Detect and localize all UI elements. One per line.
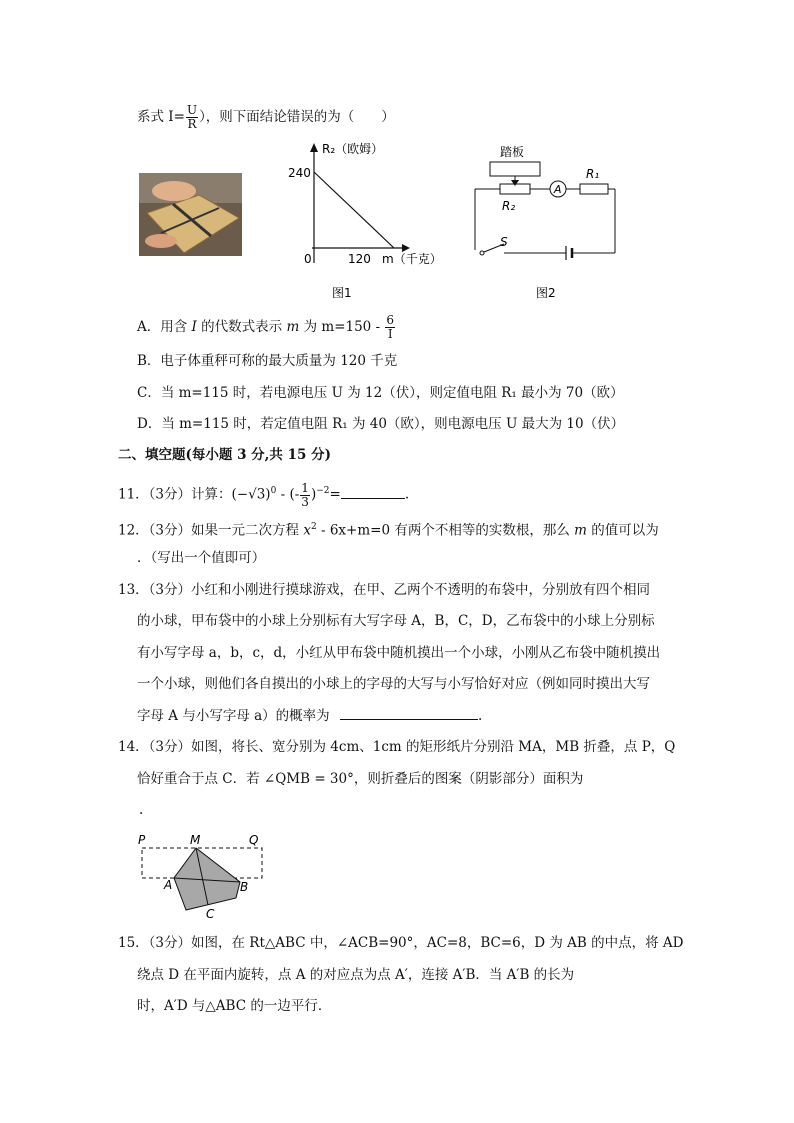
point-q-label: Q bbox=[249, 833, 259, 847]
question-12-line1 bbox=[118, 517, 659, 541]
opt-a-prefix: A．用含 bbox=[137, 319, 192, 335]
figure-1 bbox=[284, 138, 454, 298]
q13-line-5-text: 字母 A 与小写字母 a）的概率为 bbox=[137, 708, 330, 724]
q11-end: . bbox=[404, 486, 410, 503]
q11-neg: - bbox=[294, 486, 300, 503]
q15-line-1: 15．（3分）如图，在 Rt△ABC 中，∠ACB=90°，AC=8，BC=6，D 为 AB 的中点，将 AD bbox=[118, 935, 684, 951]
point-m-label: M bbox=[190, 833, 201, 847]
point-b-label: B bbox=[240, 880, 249, 894]
q10-frac-den: R bbox=[187, 117, 197, 131]
q11-answer-blank[interactable] bbox=[341, 498, 405, 499]
opt-a-frac-num: 6 bbox=[386, 313, 395, 327]
origin-label: 0 bbox=[304, 252, 312, 266]
q10-frac-num: U bbox=[186, 103, 198, 117]
y-axis-arrow bbox=[310, 143, 318, 152]
figure-1-caption: 图1 bbox=[332, 286, 352, 298]
q11-head: 11．（3分）计算： bbox=[118, 486, 232, 503]
data-line bbox=[314, 172, 394, 248]
q11-fraction bbox=[300, 482, 310, 509]
option-a bbox=[137, 314, 396, 341]
q14-line-2: 恰好重合于点 C．若 ∠QMB = 30°，则折叠后的图案（阴影部分）面积为 bbox=[137, 771, 584, 787]
q13-line-4: 一个小球，则他们各自摸出的小球上的字母的大写与小写恰好对应（例如同时摸出大写 bbox=[137, 676, 650, 692]
q10-prefix: 系式 I= bbox=[137, 109, 185, 125]
option-d: D．当 m=115 时，若定值电阻 R₁ 为 40（欧），则电源电压 U 最大为 10（伏） bbox=[137, 416, 625, 432]
r1-resistor bbox=[580, 184, 608, 194]
q11-eq: = bbox=[329, 486, 341, 503]
q13-line-1: 13．（3分）小红和小刚进行摸球游戏，在甲、乙两个不透明的布袋中，分别放有四个相同 bbox=[118, 582, 651, 598]
question-11 bbox=[118, 481, 409, 509]
q11-close: ) bbox=[310, 486, 317, 503]
q13-end: . bbox=[477, 708, 483, 724]
q14-line-1: 14．（3分）如图，将长、宽分别为 4cm、1cm 的矩形纸片分别沿 MA，MB 折叠，点 P，Q bbox=[118, 739, 676, 755]
q11-minus: - ( bbox=[276, 486, 295, 503]
figure-2 bbox=[470, 140, 630, 300]
option-b: B．电子体重秤可称的最大质量为 120 千克 bbox=[137, 353, 398, 369]
q13-line-5 bbox=[137, 706, 482, 726]
x-value-label: 120 bbox=[348, 252, 371, 266]
q11-exp0: 0 bbox=[270, 486, 277, 496]
switch-label: S bbox=[500, 235, 508, 249]
q10-fraction bbox=[186, 104, 198, 131]
opt-a-mid: 的代数式表示 bbox=[196, 319, 287, 335]
q11-frac-den: 3 bbox=[301, 494, 309, 509]
q12-text-b: - 6x+m=0 有两个不相等的实数根，那么 bbox=[316, 522, 575, 539]
q12-var-m: m bbox=[574, 522, 587, 539]
opt-a-var-m: m bbox=[286, 319, 300, 335]
q11-exp2: −2 bbox=[316, 486, 330, 496]
figure-14 bbox=[136, 828, 276, 923]
x-axis-arrow bbox=[402, 244, 410, 252]
q13-line-3: 有小写字母 a，b，c，d，小红从甲布袋中随机摸出一个小球，小刚从乙布袋中随机摸出 bbox=[137, 645, 661, 661]
q12-text-a: 12．（3分）如果一元二次方程 bbox=[118, 522, 304, 539]
point-c-label: C bbox=[206, 907, 215, 921]
ammeter-label: A bbox=[554, 183, 562, 196]
x-axis-label: m（千克） bbox=[382, 252, 442, 266]
q12-text-c: 的值可以为 bbox=[586, 522, 659, 539]
scale-photo bbox=[139, 173, 242, 256]
opt-a-var-i: I bbox=[191, 319, 197, 335]
point-p-label: P bbox=[138, 833, 146, 847]
q12-square: 2 bbox=[310, 522, 317, 532]
q15-line-3: 时，A′D 与△ABC 的一边平行． bbox=[137, 998, 332, 1014]
question-12-line2: ．（写出一个值即可） bbox=[137, 550, 266, 566]
r1-label: R₁ bbox=[586, 167, 600, 181]
opt-a-expr: m=150 - bbox=[321, 319, 385, 335]
option-c: C．当 m=115 时，若电源电压 U 为 12（伏），则定值电阻 R₁ 最小为 70（欧） bbox=[137, 385, 624, 401]
r2-label: R₂ bbox=[502, 199, 516, 213]
y-value-label: 240 bbox=[288, 166, 311, 180]
opt-a-frac-den: I bbox=[387, 327, 393, 341]
pedal-label: 踏板 bbox=[500, 145, 525, 159]
q13-line-2: 的小球，甲布袋中的小球上分别标有大写字母 A，B，C，D，乙布袋中的小球上分别标 bbox=[137, 613, 655, 629]
q13-answer-blank[interactable] bbox=[340, 719, 478, 720]
q10-suffix: ），则下面结论错误的为（ ） bbox=[199, 109, 395, 125]
q14-line-3: . bbox=[139, 802, 144, 818]
point-a-label: A bbox=[164, 878, 173, 892]
pedal bbox=[490, 162, 540, 176]
y-axis-label: R₂（欧姆） bbox=[322, 142, 384, 156]
q15-line-2: 绕点 D 在平面内旋转，点 A 的对应点为点 A′，连接 A′B．当 A′B 的长为 bbox=[137, 967, 575, 983]
q10-tail bbox=[137, 104, 395, 131]
section-2-heading: 二、填空题(每小题 3 分,共 15 分) bbox=[118, 447, 331, 463]
q11-expr1: (−√3) bbox=[231, 486, 271, 503]
opt-a-fraction bbox=[385, 314, 395, 341]
q12-var-x: x bbox=[303, 522, 311, 539]
opt-a-mid2: 为 bbox=[299, 319, 322, 335]
q11-frac-num: 1 bbox=[301, 480, 309, 495]
figure-2-caption: 图2 bbox=[536, 286, 556, 300]
